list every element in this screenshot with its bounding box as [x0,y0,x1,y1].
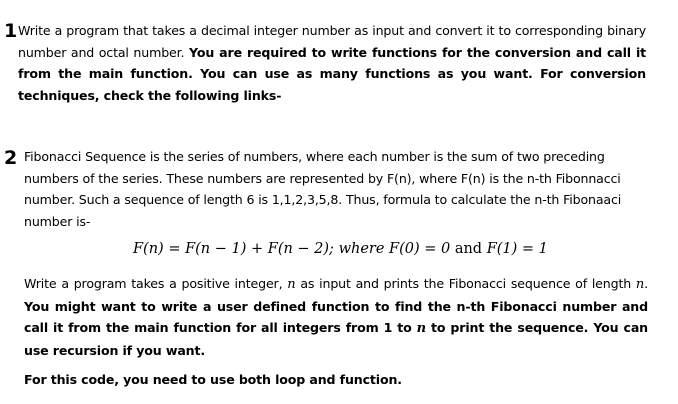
math-n-3: n [416,321,426,336]
question-1-text [18,20,646,106]
question-2-number: 2 [4,147,18,169]
fibonacci-formula [133,241,548,257]
question-1-requirement: You are required to write functions for the conversion and call it from the main function. You can use as many functions as you want. For conversion techniques, check the following links- [18,44,646,103]
task-text-3: . [644,276,648,291]
formula-and: and [454,241,483,257]
formula-part-1: F(n) = F(n − 1) + F(n − 2); [133,241,339,257]
question-2-final-note: For this code, you need to use both loop and function. [24,372,402,387]
formula-part-3: F(1) = 1 [482,241,548,257]
question-2-intro: Fibonacci Sequence is the series of numbers, where each number is the sum of two preceding numbers of the series. These numbers are represented by F(n), where F(n) is the n-th Fibonnacci number. Such a sequence of length 6 is 1,1,2,3,5,8. Thus, formula to calculate the n-th Fibonaaci number is- [24,149,622,229]
task-text-1: Write a program takes a positive integer, [24,276,288,291]
task-bold-2: to print the sequence. You can use recursion if you want. [24,320,648,358]
formula-part-2: F(0) = 0 [384,241,455,257]
math-n-2: n [635,277,645,292]
formula-where: where [338,241,385,257]
task-text-2: as input and prints the Fibonacci sequence of length [295,276,636,291]
math-n-1: n [287,277,296,292]
question-2-task [24,273,648,361]
task-bold-1: You might want to write a user defined function to find the n-th Fibonacci number and call it from the main function for all integers from 1 to [24,298,648,335]
question-1-task: Write a program that takes a decimal integer number as input and convert it to corresponding binary number and octal number. [18,23,646,60]
question-1-number: 1 [4,20,18,42]
